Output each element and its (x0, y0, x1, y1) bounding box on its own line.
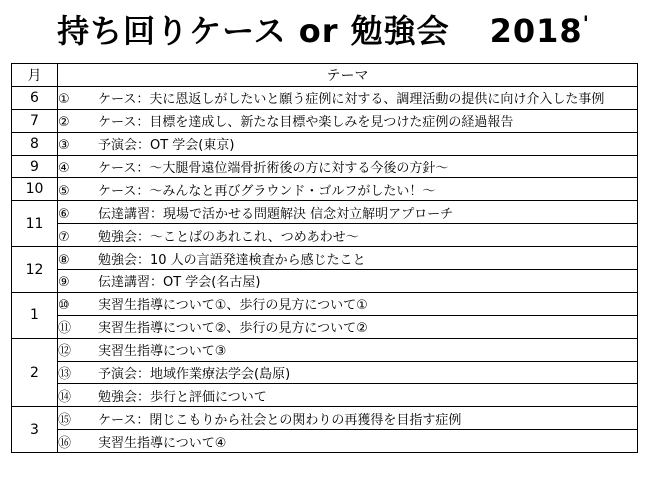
item-number: ⑮ (58, 412, 72, 428)
topic-text: 予演会：地域作業療法学会(島原) (98, 367, 291, 383)
item-number: ④ (58, 161, 70, 176)
table-row (12, 338, 638, 361)
topic-cell (58, 315, 638, 338)
month-cell: 3 (12, 407, 58, 453)
table-row (12, 155, 638, 178)
table-row (12, 270, 638, 293)
topic-cell (58, 201, 638, 224)
table-row (12, 109, 638, 132)
topic-text: 実習生指導について③ (98, 344, 227, 360)
item-number: ⑭ (58, 389, 72, 405)
table-row (12, 247, 638, 270)
month-cell: 9 (12, 155, 58, 178)
topic-cell (58, 224, 638, 247)
table-row (12, 201, 638, 224)
topic-text: 実習生指導について①、歩行の見方について① (98, 298, 368, 314)
topic-text: 勉強会：10 人の言語発達検査から感じたこと (98, 252, 366, 268)
item-number: ⑫ (58, 344, 72, 360)
topic-text: 実習生指導について②、歩行の見方について② (98, 321, 368, 337)
month-cell: 12 (12, 247, 58, 293)
month-cell: 6 (12, 86, 58, 109)
month-cell: 2 (12, 338, 58, 407)
topic-text: ケース：～大腿骨遠位端骨折術後の方に対する今後の方針～ (98, 161, 449, 176)
topic-cell (58, 270, 638, 293)
topic-text: 伝達講習：現場で活かせる問題解決 信念対立解明アプローチ (98, 206, 454, 222)
item-number: ⑬ (58, 367, 72, 383)
topic-text: 伝達講習：OT 学会(名古屋) (98, 275, 261, 291)
table-row (12, 407, 638, 430)
page-title (0, 6, 647, 52)
schedule-table (11, 63, 638, 453)
table-row (12, 224, 638, 247)
title-main: 持ち回りケース or 勉強会 (57, 12, 450, 50)
theme-header: テーマ (58, 64, 638, 87)
table-row (12, 361, 638, 384)
topic-cell (58, 384, 638, 407)
topic-cell (58, 178, 638, 201)
topic-text: 実習生指導について④ (98, 435, 227, 451)
topic-text: 勉強会：～ことばのあれこれ、つめあわせ～ (98, 229, 359, 245)
item-number: ⑯ (58, 435, 72, 451)
item-number: ⑥ (58, 206, 70, 222)
topic-text: ケース：夫に恩返しがしたいと願う症例に対する、調理活動の提供に向け介入した事例 (98, 92, 605, 108)
table-row (12, 292, 638, 315)
item-number: ⑪ (58, 321, 72, 337)
month-cell: 11 (12, 201, 58, 247)
item-number: ② (58, 115, 70, 131)
item-number: ③ (58, 138, 70, 154)
topic-cell (58, 86, 638, 109)
table-row (12, 178, 638, 201)
table-row (12, 86, 638, 109)
topic-cell (58, 407, 638, 430)
table-row (12, 132, 638, 155)
item-number: ⑦ (58, 229, 70, 245)
header-row (12, 64, 638, 87)
topic-cell (58, 155, 638, 178)
item-number: ⑤ (58, 183, 70, 199)
item-number: ⑧ (58, 252, 70, 268)
title-year: 2018 (489, 12, 583, 50)
schedule-body (12, 86, 638, 452)
month-cell: 1 (12, 292, 58, 338)
topic-text: ケース：閉じこもりから社会との関わりの再獲得を目指す症例 (98, 412, 462, 428)
topic-cell (58, 247, 638, 270)
topic-text: ケース：目標を達成し、新たな目標や楽しみを見つけた症例の経過報告 (98, 115, 514, 131)
table-row (12, 315, 638, 338)
topic-cell (58, 338, 638, 361)
month-cell: 8 (12, 132, 58, 155)
title-year-mark: ' (582, 11, 590, 36)
topic-cell (58, 430, 638, 453)
topic-text: ケース：～みんなと再びグラウンド・ゴルフがしたい！～ (98, 183, 436, 199)
month-cell: 7 (12, 109, 58, 132)
topic-cell (58, 292, 638, 315)
month-cell: 10 (12, 178, 58, 201)
topic-cell (58, 361, 638, 384)
topic-text: 勉強会：歩行と評価について (98, 389, 267, 405)
item-number: ⑩ (58, 298, 70, 314)
topic-cell (58, 109, 638, 132)
topic-cell (58, 132, 638, 155)
topic-text: 予演会：OT 学会(東京) (98, 138, 235, 154)
item-number: ⑨ (58, 275, 70, 291)
table-row (12, 430, 638, 453)
table-row (12, 384, 638, 407)
item-number: ① (58, 92, 70, 108)
month-header: 月 (12, 64, 58, 87)
